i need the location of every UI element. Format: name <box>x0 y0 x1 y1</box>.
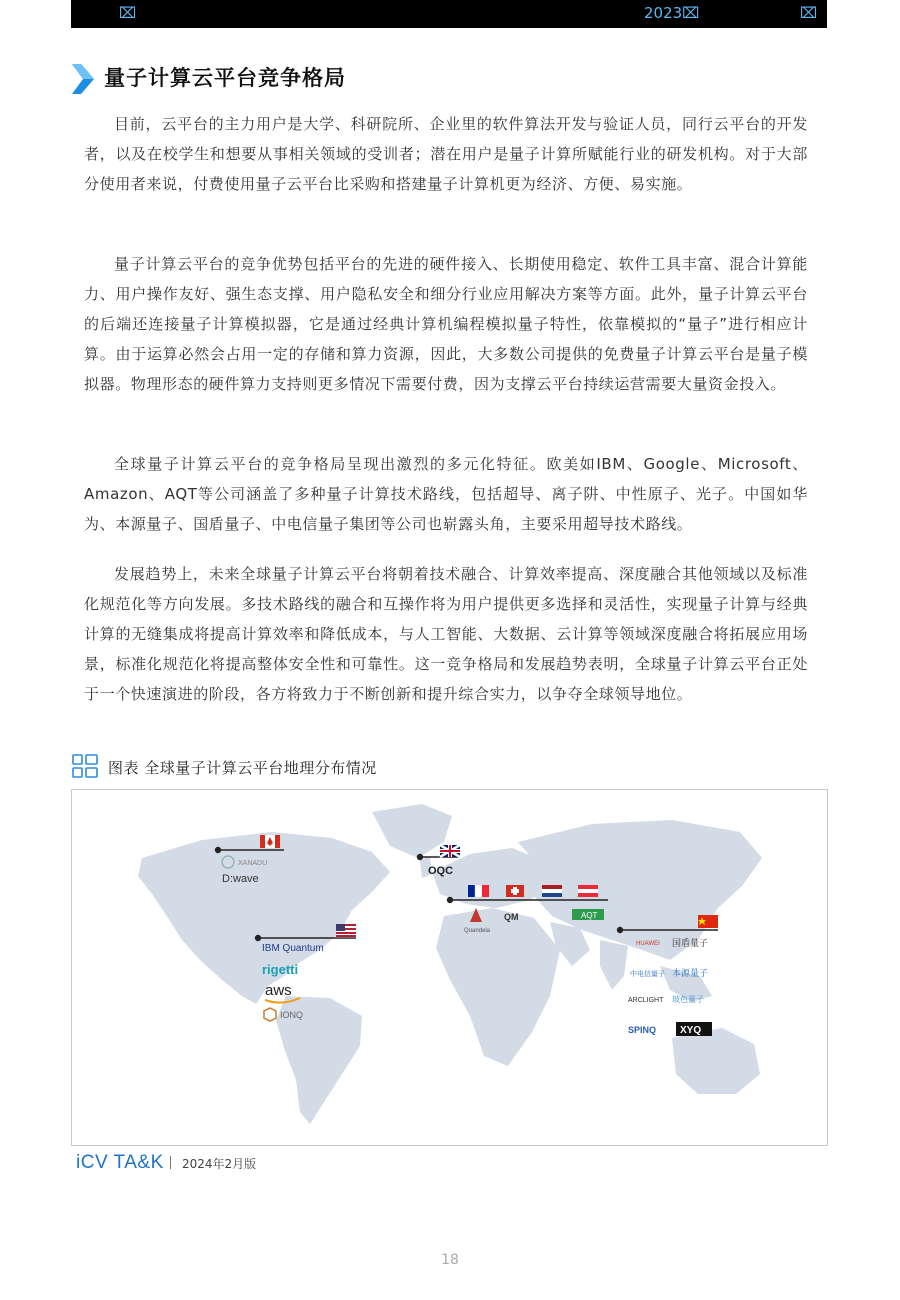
svg-text:AQT: AQT <box>581 911 598 920</box>
section-title: 量子计算云平台竞争格局 <box>104 66 346 90</box>
australia <box>672 1028 760 1094</box>
footer-divider <box>170 1156 171 1169</box>
qboson-logo: 玻色量子 <box>672 995 704 1004</box>
flag-switzerland-icon <box>506 885 524 897</box>
india <box>600 940 628 990</box>
arclight-logo: ARCLIGHT <box>628 997 664 1004</box>
svg-text:Quandela: Quandela <box>464 928 491 934</box>
header-right-mark: ⌧ <box>800 4 818 22</box>
flag-france-icon <box>468 885 489 897</box>
aqt-logo <box>572 909 604 920</box>
dwave-logo: D:wave <box>222 873 259 885</box>
flag-netherlands-icon <box>542 885 562 897</box>
svg-text:XYQ: XYQ <box>680 1025 702 1036</box>
world-map <box>72 790 827 1145</box>
paragraph-4: 发展趋势上，未来全球量子计算云平台将朝着技术融合、计算效率提高、深度融合其他领域以及标准化规范化等方向发展。多技术路线的融合和互操作将为用户提供更多选择和灵活性，实现量子计算与经典计算的无缝集成将提高计算效率和降低成本，与人工智能、大数据、云计算等领域深度融合将拓展应用场景，标准化规范化将提高整体安全性和可靠性。这一竞争格局和发展趋势表明，全球量子计算云平台正处于一个快速演进的阶段，各方将致力于不断创新和提升综合实力，以争夺全球领导地位。 <box>84 565 808 703</box>
flag-china-icon <box>698 915 718 928</box>
oqc-logo: OQC <box>428 865 454 877</box>
paragraph-2: 量子计算云平台的竞争优势包括平台的先进的硬件接入、长期使用稳定、软件工具丰富、混合计算能力、用户操作友好、强生态支撑、用户隐私安全和细分行业应用解决方案等方面。此外，量子计算云平台的后端还连接量子计算模拟器，它是通过经典计算机编程模拟量子特性，依靠模拟的“量子”进行相应计算。由于运算必然会占用一定的存储和算力资源，因此，大多数公司提供的免费量子计算云平台是量子模拟器。物理形态的硬件算力支持则更多情况下需要付费，因为支撑云平台持续运营需要大量资金投入。 <box>84 255 808 393</box>
flag-usa-icon <box>336 924 356 937</box>
svg-text:aws: aws <box>265 982 292 999</box>
paragraph-1: 目前，云平台的主力用户是大学、科研院所、企业里的软件算法开发与验证人员，同行云平台的开发者，以及在校学生和想要从事相关领域的受训者；潜在用户是量子计算所赋能行业的研发机构。对于大部分使用者来说，付费使用量子云平台比采购和搭建量子计算机更为经济、方便、易实施。 <box>84 115 808 193</box>
china-telecom-quantum-logo: 中电信量子 <box>630 971 665 978</box>
flag-austria-icon <box>578 885 598 897</box>
aws-logo <box>265 982 300 1003</box>
edition-label: 2024年2月版 <box>182 1157 257 1171</box>
svg-text:XANADU: XANADU <box>238 860 268 867</box>
origin-quantum-logo: 本源量子 <box>672 968 709 978</box>
header-bar <box>71 0 827 28</box>
flag-uk-icon <box>440 845 460 857</box>
rigetti-logo: rigetti <box>262 962 299 977</box>
header-year: 2023⌧ <box>644 4 700 22</box>
north-america <box>138 832 390 1004</box>
chart-grid-icon <box>72 754 98 778</box>
africa <box>436 908 560 1066</box>
flag-canada-icon <box>260 835 280 848</box>
ionq-logo <box>264 1008 303 1021</box>
qm-logo: QM <box>504 912 519 922</box>
world-map-figure <box>71 789 828 1146</box>
header-left-mark: ⌧ <box>119 4 137 22</box>
spinq-logo: SPINQ <box>628 1025 657 1035</box>
paragraph-3: 全球量子计算云平台的竞争格局呈现出激烈的多元化特征。欧美如IBM、Google、Microsoft、Amazon、AQT等公司涵盖了多种量子计算技术路线，包括超导、离子阱、中性原子、光子。中国如华为、本源量子、国盾量子、中电信量子集团等公司也崭露头角，主要采用超导技术路线。 <box>84 455 808 533</box>
chevron-right-icon <box>72 64 94 94</box>
guodun-logo: 国盾量子 <box>672 938 709 948</box>
huawei-logo: HUAWEI <box>636 941 660 947</box>
ibm-quantum-logo: IBM Quantum <box>262 943 324 954</box>
page-number: 18 <box>441 1252 459 1268</box>
figure-title: 图表 全球量子计算云平台地理分布情况 <box>108 759 377 777</box>
svg-text:IONQ: IONQ <box>280 1010 304 1020</box>
xyq-logo <box>676 1022 712 1036</box>
icv-tank-logo: iCV TA&K <box>76 1152 164 1173</box>
